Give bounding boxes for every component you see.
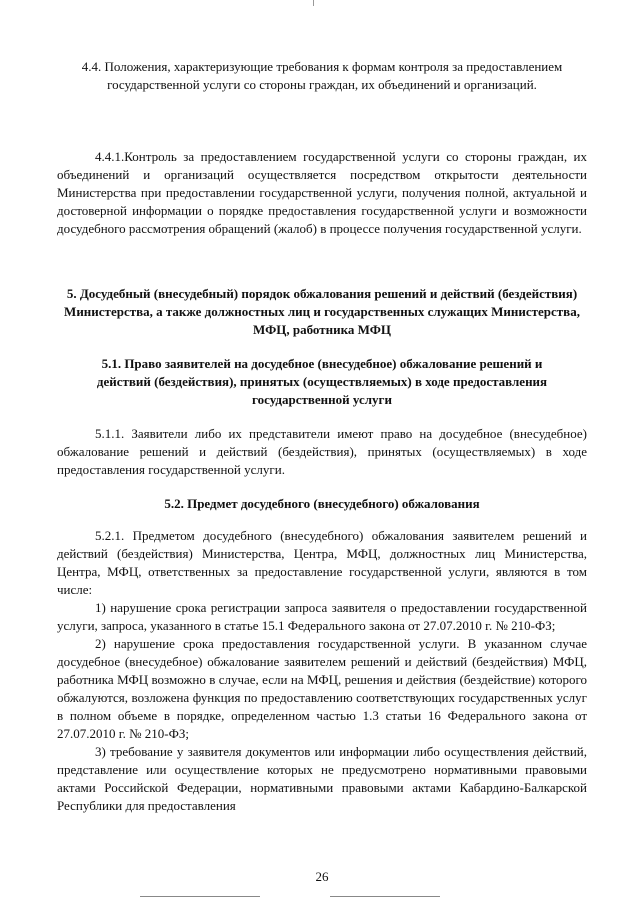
list-item: 1) нарушение срока регистрации запроса заявителя о предоставлении государственной услуги, запроса, указанного в статье 15.1 Федерального закона от 27.07.2010 г. № 210-ФЗ; [57, 600, 587, 633]
scan-mark [330, 896, 440, 897]
paragraph-5-2-1: 5.2.1. Предметом досудебного (внесудебного) обжалования заявителем решений и действий (бездействия) Министерства, Центра, МФЦ, должностных лиц Министерства, Центра, МФЦ, ответственных за предоставление государственной услуги, являются в том числе: [57, 528, 587, 597]
paragraph-5-1-1: 5.1.1. Заявители либо их представители имеют право на досудебное (внесудебное) обжалование решений и действий (бездействия), принятых (осуществляемых) в ходе предоставления государственной услуги. [57, 426, 587, 477]
heading-5-1: 5.1. Право заявителей на досудебное (внесудебное) обжалование решений и действий (бездействия), принятых (осуществляемых) в ходе предоставления государственной услуги [96, 356, 548, 407]
heading-4-4: 4.4. Положения, характеризующие требования к формам контроля за предоставлением государственной услуги со стороны граждан, их объединений и организаций. [81, 59, 563, 92]
page-number: 26 [315, 869, 329, 884]
list-item: 3) требование у заявителя документов или информации либо осуществления действий, представление или осуществление которых не предусмотрено нормативными правовыми актами Российской Федерации, нормативными правовыми актами Кабардино-Балкарской Республики для предоставления [57, 744, 587, 813]
section-5-2-body [57, 527, 587, 815]
heading-section-5: 5. Досудебный (внесудебный) порядок обжалования решений и действий (бездействия) Министерства, а также должностных лиц и государственных служащих Министерства, МФЦ, работника МФЦ [64, 286, 580, 337]
paragraph-4-4-1: 4.4.1.Контроль за предоставлением государственной услуги со стороны граждан, их объединений и организаций осуществляется посредством открытости деятельности Министерства при предоставлении государственной услуги, получения полной, актуальной и достоверной информации о порядке предоставления государственной услуги и возможности досудебного рассмотрения обращений (жалоб) в процессе получения государственной услуги. [57, 149, 587, 236]
scan-mark [140, 896, 260, 897]
list-item: 2) нарушение срока предоставления государственной услуги. В указанном случае досудебное (внесудебное) обжалование заявителем решений и действий (бездействия) МФЦ, работника МФЦ возможно в случае, если на МФЦ, решения и действия (бездействие) которого обжалуются, возложена функция по предоставлению соответствующих государственных услуг в полном объеме в порядке, определенном частью 1.3 статьи 16 Федерального закона от 27.07.2010 г. № 210-ФЗ; [57, 636, 587, 741]
heading-5-2: 5.2. Предмет досудебного (внесудебного) обжалования [164, 496, 480, 511]
document-page [57, 0, 587, 905]
